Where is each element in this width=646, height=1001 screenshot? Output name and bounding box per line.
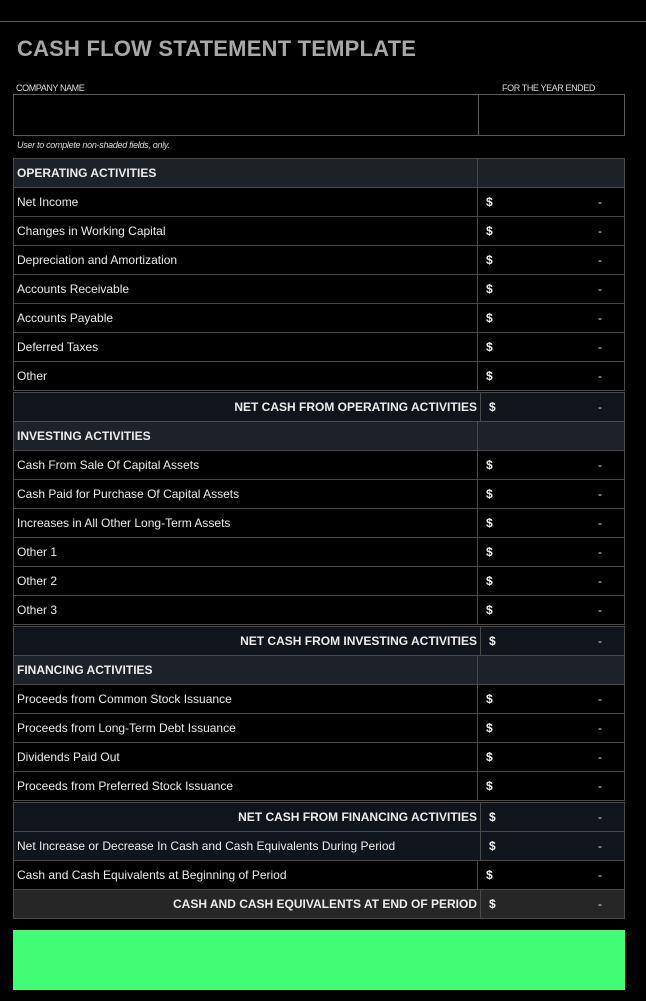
year-ended-field[interactable]: [479, 95, 624, 135]
row-label: Increases in All Other Long-Term Assets: [14, 509, 478, 537]
amount-cell[interactable]: $ -: [486, 574, 602, 588]
total-label: NET CASH FROM OPERATING ACTIVITIES: [14, 393, 481, 421]
row-label: Accounts Payable: [14, 304, 478, 332]
section-title: INVESTING ACTIVITIES: [14, 422, 478, 450]
amount-cell[interactable]: $ -: [486, 603, 602, 617]
row-label: Cash From Sale Of Capital Assets: [14, 451, 478, 479]
table-row: [13, 333, 625, 362]
amount-cell[interactable]: $ -: [486, 868, 602, 882]
table-row: [13, 217, 625, 246]
total-label: CASH AND CASH EQUIVALENTS AT END OF PERIOD: [14, 890, 481, 918]
table-row: [13, 304, 625, 333]
row-label: Other 3: [14, 596, 478, 624]
amount-cell: $ -: [489, 839, 602, 853]
row-label: Cash Paid for Purchase Of Capital Assets: [14, 480, 478, 508]
row-label: Proceeds from Common Stock Issuance: [14, 685, 478, 713]
amount-cell[interactable]: $ -: [486, 224, 602, 238]
table-row: [13, 832, 625, 861]
section-header-operating: [13, 158, 625, 188]
table-row: [13, 772, 625, 801]
table-row: [13, 714, 625, 743]
amount-cell[interactable]: $ -: [486, 282, 602, 296]
company-name-label: COMPANY NAME: [16, 83, 85, 93]
total-amount: $ -: [489, 897, 602, 911]
row-label: Net Income: [14, 188, 478, 216]
year-ended-label: FOR THE YEAR ENDED: [502, 83, 595, 93]
row-label: Proceeds from Long-Term Debt Issuance: [14, 714, 478, 742]
amount-cell[interactable]: $ -: [486, 516, 602, 530]
page-title: CASH FLOW STATEMENT TEMPLATE: [17, 36, 417, 61]
row-label: Net Increase or Decrease In Cash and Cash Equivalents During Period: [14, 832, 481, 860]
section-title: FINANCING ACTIVITIES: [14, 656, 478, 684]
amount-cell[interactable]: $ -: [486, 340, 602, 354]
amount-cell[interactable]: $ -: [486, 545, 602, 559]
row-label: Other 1: [14, 538, 478, 566]
section-header-financing: [13, 656, 625, 685]
top-divider: [0, 21, 646, 22]
table-row: [13, 538, 625, 567]
header-info-box: [13, 94, 625, 136]
total-label: NET CASH FROM INVESTING ACTIVITIES: [14, 627, 481, 655]
table-row: [13, 509, 625, 538]
table-row: [13, 275, 625, 304]
total-amount: $ -: [489, 634, 602, 648]
table-row: [13, 480, 625, 509]
amount-cell[interactable]: $ -: [486, 195, 602, 209]
table-row: [13, 246, 625, 275]
row-label: Dividends Paid Out: [14, 743, 478, 771]
cash-flow-table: [13, 158, 625, 919]
amount-cell[interactable]: $ -: [486, 692, 602, 706]
table-row: [13, 362, 625, 391]
accent-banner: [13, 930, 625, 990]
table-row: [13, 596, 625, 625]
total-label: NET CASH FROM FINANCING ACTIVITIES: [14, 803, 481, 831]
row-label: Cash and Cash Equivalents at Beginning of Period: [14, 861, 478, 889]
table-row: [13, 567, 625, 596]
amount-cell[interactable]: $ -: [486, 487, 602, 501]
row-label: Other: [14, 362, 478, 390]
section-title: OPERATING ACTIVITIES: [14, 159, 478, 187]
amount-cell[interactable]: $ -: [486, 253, 602, 267]
amount-cell[interactable]: $ -: [486, 458, 602, 472]
total-amount: $ -: [489, 400, 602, 414]
amount-cell[interactable]: $ -: [486, 369, 602, 383]
table-row: [13, 188, 625, 217]
row-label: Deferred Taxes: [14, 333, 478, 361]
grand-total-row: [13, 890, 625, 919]
table-row: [13, 743, 625, 772]
total-row-financing: [13, 802, 625, 832]
total-row-investing: [13, 626, 625, 656]
amount-cell[interactable]: $ -: [486, 750, 602, 764]
table-row: [13, 451, 625, 480]
table-row: [13, 685, 625, 714]
row-label: Accounts Receivable: [14, 275, 478, 303]
section-header-investing: [13, 422, 625, 451]
row-label: Proceeds from Preferred Stock Issuance: [14, 772, 478, 800]
row-label: Depreciation and Amortization: [14, 246, 478, 274]
row-label: Changes in Working Capital: [14, 217, 478, 245]
instructions-note: User to complete non-shaded fields, only.: [17, 140, 170, 150]
table-row: [13, 861, 625, 890]
amount-cell[interactable]: $ -: [486, 779, 602, 793]
amount-cell[interactable]: $ -: [486, 721, 602, 735]
total-row-operating: [13, 392, 625, 422]
total-amount: $ -: [489, 810, 602, 824]
company-name-field[interactable]: [14, 95, 479, 135]
amount-cell[interactable]: $ -: [486, 311, 602, 325]
row-label: Other 2: [14, 567, 478, 595]
